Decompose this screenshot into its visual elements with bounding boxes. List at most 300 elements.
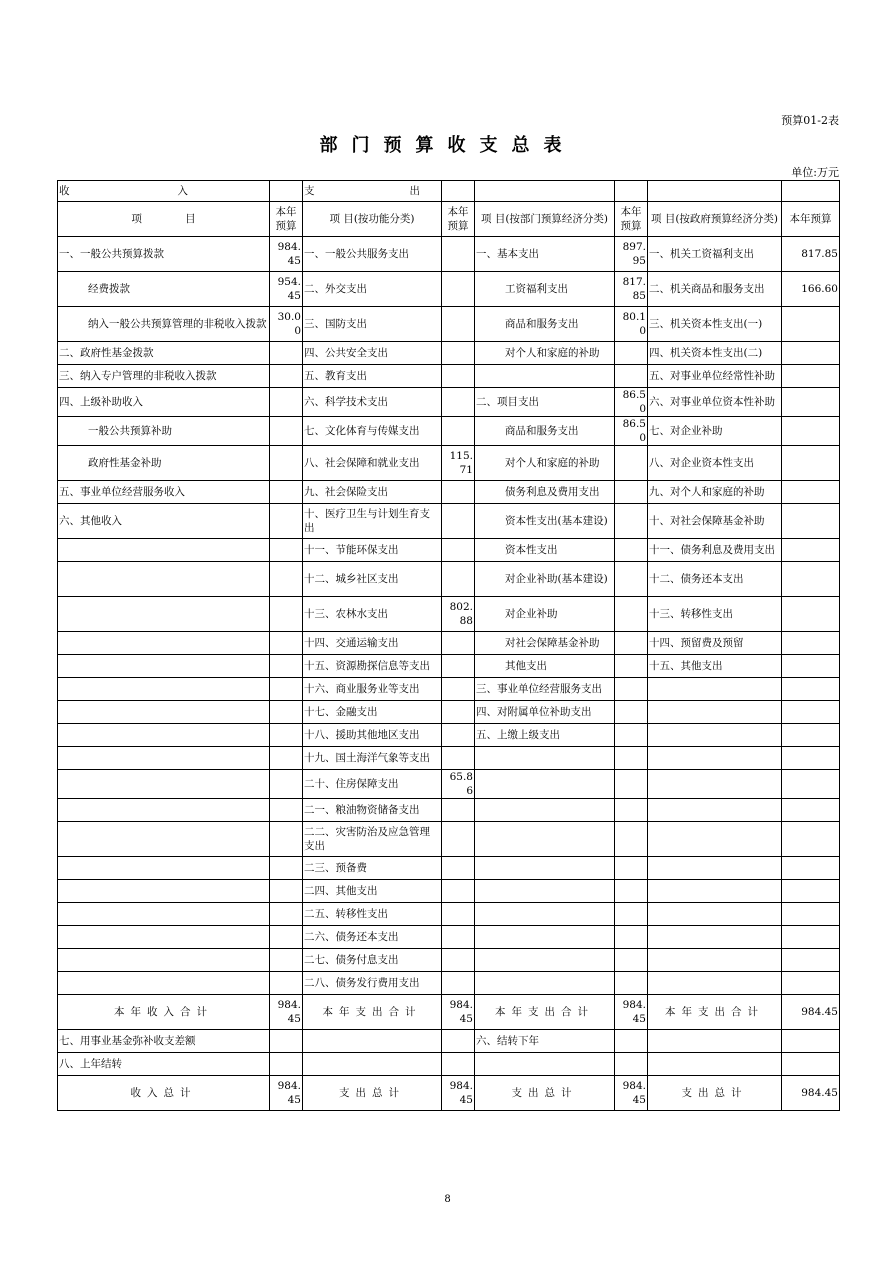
cell-d [442, 237, 475, 272]
cell-f [615, 678, 648, 701]
cell-g: 一、机关工资福利支出 [648, 237, 782, 272]
cell-b [270, 417, 303, 446]
cell-a: 纳入一般公共预算管理的非税收入拨款 [58, 307, 270, 342]
col-header-item: 项 目 [58, 202, 270, 237]
table-row [58, 857, 840, 880]
cell-f [615, 770, 648, 799]
cell-e [475, 972, 615, 995]
group-header-row [58, 181, 840, 202]
cell-d [442, 307, 475, 342]
cell-e [475, 1053, 615, 1076]
cell-a [58, 747, 270, 770]
cell-g: 十一、债务利息及费用支出 [648, 539, 782, 562]
cell-h [782, 857, 840, 880]
table-row [58, 388, 840, 417]
cell-g: 支出总计 [648, 1076, 782, 1111]
cell-e: 工资福利支出 [475, 272, 615, 307]
cell-d [442, 272, 475, 307]
table-row [58, 903, 840, 926]
cell-a: 七、用事业基金弥补收支差额 [58, 1030, 270, 1053]
cell-e [475, 747, 615, 770]
table-row [58, 747, 840, 770]
cell-a [58, 562, 270, 597]
table-row [58, 799, 840, 822]
cell-g [648, 799, 782, 822]
cell-d [442, 632, 475, 655]
cell-e [475, 926, 615, 949]
cell-g [648, 770, 782, 799]
cell-b [270, 481, 303, 504]
cell-a [58, 972, 270, 995]
cell-e: 六、结转下年 [475, 1030, 615, 1053]
cell-e [475, 799, 615, 822]
cell-f [615, 539, 648, 562]
cell-a [58, 678, 270, 701]
cell-h [782, 701, 840, 724]
budget-table-body [58, 181, 840, 1111]
table-row [58, 822, 840, 857]
cell-c: 二六、债务还本支出 [303, 926, 442, 949]
cell-b: 984.45 [270, 237, 303, 272]
cell-g [648, 880, 782, 903]
cell-g: 本年支出合计 [648, 995, 782, 1030]
cell-a [58, 857, 270, 880]
cell-g [648, 822, 782, 857]
cell-c: 十四、交通运输支出 [303, 632, 442, 655]
cell-b [270, 632, 303, 655]
cell-f [615, 365, 648, 388]
cell-b [270, 880, 303, 903]
cell-e: 对个人和家庭的补助 [475, 446, 615, 481]
cell-a: 二、政府性基金拨款 [58, 342, 270, 365]
col-header-dept-econ: 项 目(按部门预算经济分类) [475, 202, 615, 237]
cell-f [615, 562, 648, 597]
cell-f: 86.50 [615, 388, 648, 417]
cell-c: 支出总计 [303, 1076, 442, 1111]
cell-f [615, 724, 648, 747]
cell-f [615, 747, 648, 770]
cell-g [648, 1053, 782, 1076]
cell-a: 政府性基金补助 [58, 446, 270, 481]
cell-f: 80.10 [615, 307, 648, 342]
cell-c: 二一、粮油物资储备支出 [303, 799, 442, 822]
table-row [58, 678, 840, 701]
cell-d [442, 539, 475, 562]
cell-c: 十一、节能环保支出 [303, 539, 442, 562]
cell-c [303, 1053, 442, 1076]
cell-b [270, 562, 303, 597]
cell-e: 本年支出合计 [475, 995, 615, 1030]
cell-a [58, 880, 270, 903]
cell-e: 对企业补助(基本建设) [475, 562, 615, 597]
cell-c: 十六、商业服务业等支出 [303, 678, 442, 701]
cell-g: 九、对个人和家庭的补助 [648, 481, 782, 504]
cell-f [615, 446, 648, 481]
cell-f [615, 597, 648, 632]
cell-f [615, 799, 648, 822]
cell-b [270, 857, 303, 880]
cell-e: 其他支出 [475, 655, 615, 678]
cell-g: 八、对企业资本性支出 [648, 446, 782, 481]
cell-a [58, 724, 270, 747]
cell-f [615, 701, 648, 724]
cell-d [442, 903, 475, 926]
table-row [58, 237, 840, 272]
cell-c: 六、科学技术支出 [303, 388, 442, 417]
cell-d: 984.45 [442, 995, 475, 1030]
cell-b [270, 926, 303, 949]
col-header-amount: 本年预算 [270, 202, 303, 237]
cell-e: 资本性支出 [475, 539, 615, 562]
table-row [58, 655, 840, 678]
grand-total-row [58, 1076, 840, 1111]
cell-e: 二、项目支出 [475, 388, 615, 417]
cell-g: 六、对事业单位资本性补助 [648, 388, 782, 417]
table-row [58, 701, 840, 724]
cell-c: 四、公共安全支出 [303, 342, 442, 365]
cell-f [615, 903, 648, 926]
cell-h [782, 446, 840, 481]
cell-c: 本年支出合计 [303, 995, 442, 1030]
cell-c: 一、一般公共服务支出 [303, 237, 442, 272]
budget-table [57, 180, 840, 1111]
cell-c: 十七、金融支出 [303, 701, 442, 724]
cell-h [782, 1030, 840, 1053]
cell-e: 五、上缴上级支出 [475, 724, 615, 747]
cell-g: 十三、转移性支出 [648, 597, 782, 632]
cell-g [648, 857, 782, 880]
cell-f [615, 857, 648, 880]
cell-e: 四、对附属单位补助支出 [475, 701, 615, 724]
page-number: 8 [444, 1194, 451, 1205]
cell-a [58, 926, 270, 949]
cell-c: 七、文化体育与传媒支出 [303, 417, 442, 446]
cell-h [782, 926, 840, 949]
cell-c: 二十、住房保障支出 [303, 770, 442, 799]
cell-e: 债务利息及费用支出 [475, 481, 615, 504]
cell-g: 七、对企业补助 [648, 417, 782, 446]
cell-f: 984.45 [615, 995, 648, 1030]
cell-h [782, 481, 840, 504]
cell-g [648, 972, 782, 995]
table-row [58, 365, 840, 388]
cell-h [782, 417, 840, 446]
cell-e: 对个人和家庭的补助 [475, 342, 615, 365]
cell-f: 86.50 [615, 417, 648, 446]
cell-g [648, 903, 782, 926]
cell-b [270, 504, 303, 539]
cell-e: 一、基本支出 [475, 237, 615, 272]
table-row [58, 926, 840, 949]
income-group-header: 收 入 [58, 181, 270, 202]
cell-a: 本年收入合计 [58, 995, 270, 1030]
cell-h: 166.60 [782, 272, 840, 307]
cell-d [442, 388, 475, 417]
cell-g [648, 678, 782, 701]
cell-g: 四、机关资本性支出(二) [648, 342, 782, 365]
cell-h [782, 342, 840, 365]
cell-a [58, 949, 270, 972]
cell-e [475, 949, 615, 972]
table-row [58, 770, 840, 799]
col-header-func: 项 目(按功能分类) [303, 202, 442, 237]
cell-a: 收入总计 [58, 1076, 270, 1111]
cell-e: 对社会保障基金补助 [475, 632, 615, 655]
cell-c: 八、社会保障和就业支出 [303, 446, 442, 481]
cell-d [442, 562, 475, 597]
form-code: 预算01-2表 [781, 114, 839, 127]
cell-e [475, 365, 615, 388]
cell-c: 二三、预备费 [303, 857, 442, 880]
cell-h [782, 724, 840, 747]
cell-f [615, 880, 648, 903]
cell-a: 五、事业单位经营服务收入 [58, 481, 270, 504]
cell-d [442, 880, 475, 903]
cell-d: 802.88 [442, 597, 475, 632]
cell-d [442, 504, 475, 539]
cell-g: 二、机关商品和服务支出 [648, 272, 782, 307]
column-header-row [58, 202, 840, 237]
col-header-amount: 本年预算 [782, 202, 840, 237]
cell-a [58, 770, 270, 799]
cell-c: 二五、转移性支出 [303, 903, 442, 926]
cell-b [270, 747, 303, 770]
cell-e: 支出总计 [475, 1076, 615, 1111]
cell-g: 十二、债务还本支出 [648, 562, 782, 597]
cell-c: 二四、其他支出 [303, 880, 442, 903]
cell-e: 三、事业单位经营服务支出 [475, 678, 615, 701]
table-row [58, 632, 840, 655]
cell-h: 984.45 [782, 995, 840, 1030]
cell-d [442, 926, 475, 949]
cell-b [270, 949, 303, 972]
cell-d: 115.71 [442, 446, 475, 481]
cell-a: 一般公共预算补助 [58, 417, 270, 446]
table-row [58, 307, 840, 342]
cell-h [782, 632, 840, 655]
table-row [58, 562, 840, 597]
cell-c: 二、外交支出 [303, 272, 442, 307]
cell-d [442, 724, 475, 747]
cell-a [58, 597, 270, 632]
cell-d [442, 822, 475, 857]
cell-h [782, 562, 840, 597]
cell-h: 984.45 [782, 1076, 840, 1111]
cell-a: 经费拨款 [58, 272, 270, 307]
table-row [58, 342, 840, 365]
cell-g [648, 949, 782, 972]
cell-h [782, 799, 840, 822]
cell-g [648, 747, 782, 770]
cell-h [782, 678, 840, 701]
cell-f: 984.45 [615, 1076, 648, 1111]
cell-e [475, 857, 615, 880]
cell-h [782, 1053, 840, 1076]
cell-e [475, 822, 615, 857]
cell-c: 二二、灾害防治及应急管理支出 [303, 822, 442, 857]
col-header-amount: 本年预算 [442, 202, 475, 237]
cell-d [442, 417, 475, 446]
cell-f: 817.85 [615, 272, 648, 307]
cell-a [58, 903, 270, 926]
table-row [58, 539, 840, 562]
cell-d [442, 655, 475, 678]
cell-f: 897.95 [615, 237, 648, 272]
cell-f [615, 342, 648, 365]
cell-e [475, 880, 615, 903]
cell-d: 65.86 [442, 770, 475, 799]
cell-g: 三、机关资本性支出(一) [648, 307, 782, 342]
table-row [58, 417, 840, 446]
cell-b [270, 701, 303, 724]
cell-f [615, 1030, 648, 1053]
cell-g [648, 926, 782, 949]
cell-c: 二七、债务付息支出 [303, 949, 442, 972]
cell-d [442, 949, 475, 972]
cell-d [442, 1030, 475, 1053]
cell-c: 九、社会保险支出 [303, 481, 442, 504]
expense-group-header: 支 出 [303, 181, 442, 202]
cell-h [782, 747, 840, 770]
col-header-amount: 本年预算 [615, 202, 648, 237]
cell-h [782, 903, 840, 926]
cell-c: 十二、城乡社区支出 [303, 562, 442, 597]
cell-h [782, 539, 840, 562]
cell-g: 十五、其他支出 [648, 655, 782, 678]
cell-c: 十三、农林水支出 [303, 597, 442, 632]
cell-f [615, 926, 648, 949]
table-row [58, 972, 840, 995]
table-row [58, 949, 840, 972]
cell-b: 30.00 [270, 307, 303, 342]
cell-c: 十八、援助其他地区支出 [303, 724, 442, 747]
cell-h [782, 504, 840, 539]
cell-b [270, 770, 303, 799]
cell-d [442, 1053, 475, 1076]
cell-h [782, 972, 840, 995]
cell-g: 五、对事业单位经常性补助 [648, 365, 782, 388]
cell-h [782, 880, 840, 903]
table-row [58, 481, 840, 504]
table-row [58, 597, 840, 632]
cell-f [615, 655, 648, 678]
cell-c [303, 1030, 442, 1053]
cell-a: 八、上年结转 [58, 1053, 270, 1076]
cell-g [648, 724, 782, 747]
cell-b [270, 903, 303, 926]
cell-d [442, 481, 475, 504]
total-year-row [58, 995, 840, 1030]
cell-a: 六、其他收入 [58, 504, 270, 539]
cell-c: 五、教育支出 [303, 365, 442, 388]
cell-d [442, 701, 475, 724]
cell-b [270, 1053, 303, 1076]
cell-h [782, 770, 840, 799]
table-row [58, 504, 840, 539]
cell-h [782, 365, 840, 388]
cell-g [648, 1030, 782, 1053]
cell-b [270, 365, 303, 388]
cell-a [58, 822, 270, 857]
cell-g: 十四、预留费及预留 [648, 632, 782, 655]
cell-b [270, 724, 303, 747]
cell-e: 商品和服务支出 [475, 307, 615, 342]
cell-d [442, 342, 475, 365]
cell-b [270, 1030, 303, 1053]
cell-b [270, 799, 303, 822]
unit-label: 单位:万元 [791, 166, 839, 179]
cell-f [615, 972, 648, 995]
cell-e: 资本性支出(基本建设) [475, 504, 615, 539]
cell-b [270, 655, 303, 678]
cell-f [615, 822, 648, 857]
table-row [58, 1053, 840, 1076]
cell-c: 十五、资源勘探信息等支出 [303, 655, 442, 678]
cell-c: 三、国防支出 [303, 307, 442, 342]
cell-a [58, 632, 270, 655]
cell-b [270, 597, 303, 632]
cell-e [475, 770, 615, 799]
cell-d [442, 747, 475, 770]
cell-b [270, 678, 303, 701]
col-header-gov-econ: 项 目(按政府预算经济分类) [648, 202, 782, 237]
table-row [58, 272, 840, 307]
cell-b [270, 539, 303, 562]
cell-h [782, 655, 840, 678]
cell-b [270, 972, 303, 995]
cell-c: 十九、国土海洋气象等支出 [303, 747, 442, 770]
cell-e: 商品和服务支出 [475, 417, 615, 446]
cell-a: 三、纳入专户管理的非税收入拨款 [58, 365, 270, 388]
cell-f [615, 949, 648, 972]
cell-f [615, 1053, 648, 1076]
cell-d [442, 857, 475, 880]
cell-a [58, 701, 270, 724]
cell-h [782, 949, 840, 972]
cell-h [782, 822, 840, 857]
cell-h [782, 307, 840, 342]
cell-h: 817.85 [782, 237, 840, 272]
cell-e: 对企业补助 [475, 597, 615, 632]
cell-a: 四、上级补助收入 [58, 388, 270, 417]
cell-b [270, 342, 303, 365]
cell-b [270, 822, 303, 857]
page-title: 部门预算收支总表 [319, 135, 576, 156]
table-row [58, 724, 840, 747]
cell-a: 一、一般公共预算拨款 [58, 237, 270, 272]
cell-h [782, 597, 840, 632]
cell-c: 十、医疗卫生与计划生育支出 [303, 504, 442, 539]
cell-b [270, 388, 303, 417]
cell-f [615, 504, 648, 539]
cell-b: 954.45 [270, 272, 303, 307]
cell-d: 984.45 [442, 1076, 475, 1111]
cell-h [782, 388, 840, 417]
cell-a [58, 799, 270, 822]
cell-b: 984.45 [270, 995, 303, 1030]
cell-d [442, 365, 475, 388]
cell-g: 十、对社会保障基金补助 [648, 504, 782, 539]
table-row [58, 1030, 840, 1053]
cell-b: 984.45 [270, 1076, 303, 1111]
cell-e [475, 903, 615, 926]
cell-c: 二八、债务发行费用支出 [303, 972, 442, 995]
cell-f [615, 632, 648, 655]
cell-a [58, 655, 270, 678]
cell-d [442, 799, 475, 822]
table-row [58, 880, 840, 903]
cell-g [648, 701, 782, 724]
